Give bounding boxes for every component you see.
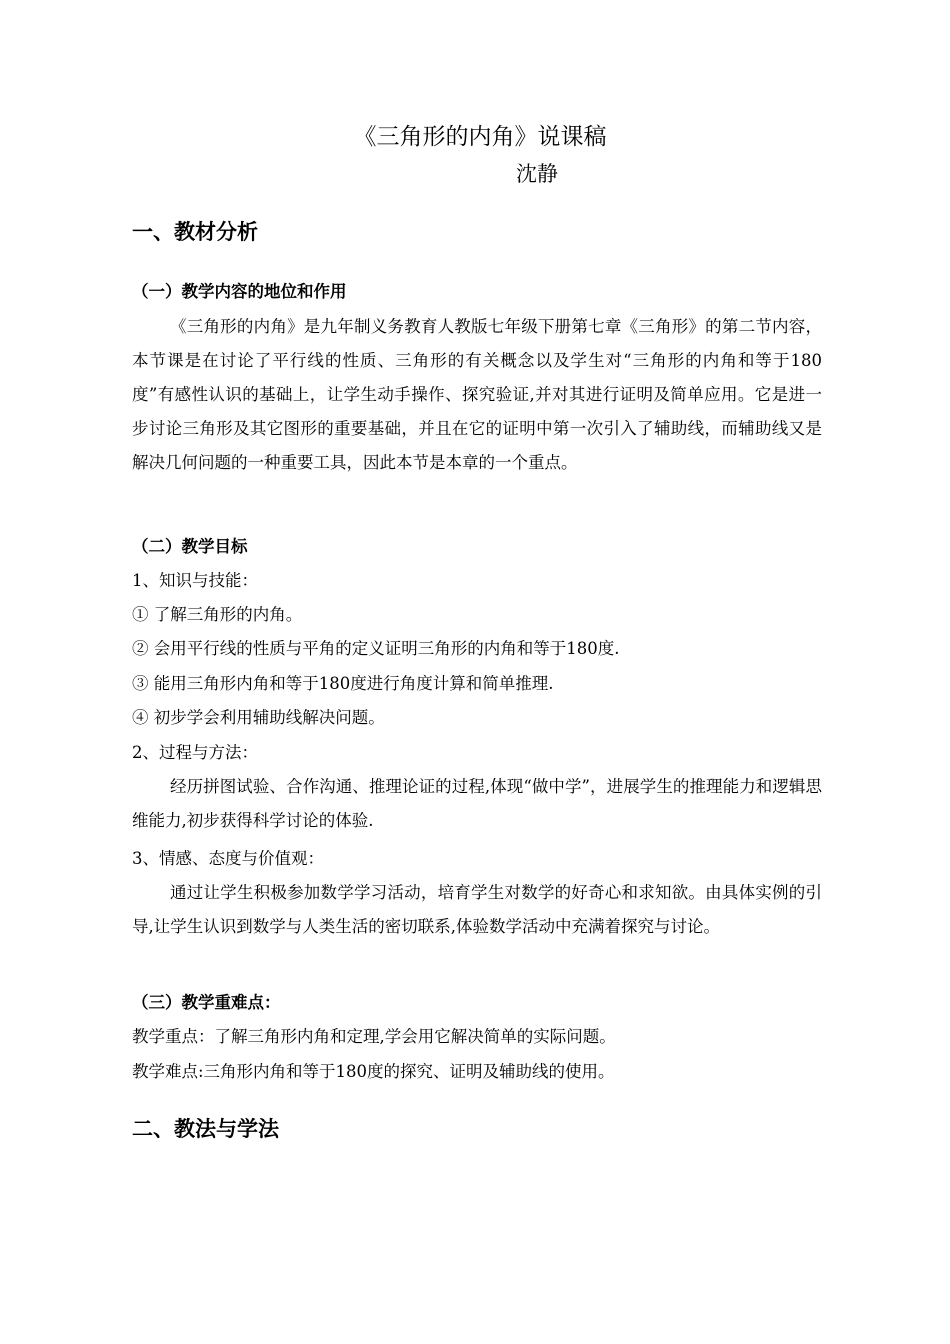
document-author: 沈静 [516,162,558,186]
document-title: 《三角形的内角》说课稿 [353,124,607,150]
goal-item-1: ① 了解三角形的内角。 [132,605,303,624]
section-heading-methods: 二、教法与学法 [132,1117,279,1141]
key-point-line: 教学重点：了解三角形内角和定理,学会用它解决简单的实际问题。 [132,1027,616,1046]
goal-emotion-attitude-paragraph: 通过让学生积极参加数学学习活动，培育学生对数学的好奇心和求知欲。由具体实例的引导,让学生认识到数学与人类生活的密切联系,体验数学活动中充满着探究与讨论。 [132,883,822,936]
subsection-heading-content-role: （一）教学内容的地位和作用 [132,282,347,301]
goal-item-4: ④ 初步学会利用辅助线解决问题。 [132,708,385,727]
goal-process-method-label: 2、过程与方法： [132,743,258,762]
content-role-body [132,310,822,480]
goal-knowledge-skills-label: 1、知识与技能： [132,571,258,590]
goal-emotion-attitude-label: 3、情感、态度与价值观： [132,849,324,868]
goal-process-method-body [132,770,822,838]
goal-emotion-attitude-body [132,876,822,944]
goal-item-3: ③ 能用三角形内角和等于180度进行角度计算和简单推理. [132,674,554,693]
difficult-point-line: 教学难点:三角形内角和等于180度的探究、证明及辅助线的使用。 [132,1062,615,1081]
goal-process-method-paragraph: 经历拼图试验、合作沟通、推理论证的过程,体现“做中学”，进展学生的推理能力和逻辑思维能力,初步获得科学讨论的体验. [132,777,822,830]
content-role-paragraph: 《三角形的内角》是九年制义务教育人教版七年级下册第七章《三角形》的第二节内容，本节课是在讨论了平行线的性质、三角形的有关概念以及学生对“三角形的内角和等于180度”有感性认识的基础上，让学生动手操作、探究验证,并对其进行证明及简单应用。它是进一步讨论三角形及其它图形的重要基础，并且在它的证明中第一次引入了辅助线，而辅助线又是解决几何问题的一种重要工具，因此本节是本章的一个重点。 [132,317,822,472]
section-heading-materials-analysis: 一、教材分析 [132,220,258,244]
subsection-heading-key-difficult: （三）教学重难点： [132,993,281,1012]
goal-item-2: ② 会用平行线的性质与平角的定义证明三角形的内角和等于180度. [132,639,620,658]
subsection-heading-teaching-goals: （二）教学目标 [132,537,248,556]
